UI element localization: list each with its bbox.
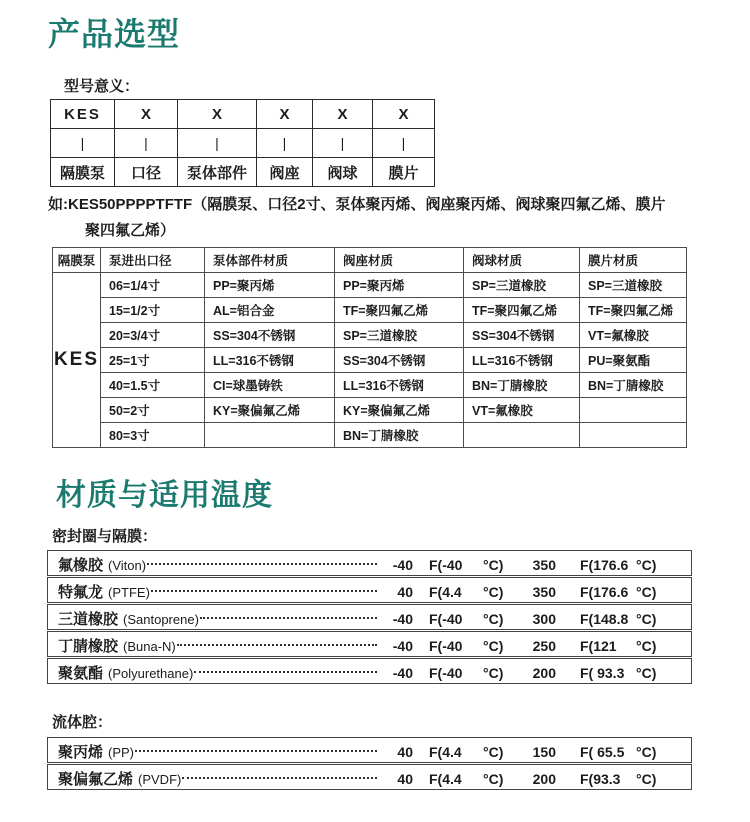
temp-row-polyurethane [47,658,692,684]
dotted-leader [200,617,377,619]
max-temp-f: 200 [532,771,556,787]
ball-material-cell: SP=三道橡胶 [464,273,580,298]
material-name-en: (Buna-N) [123,639,176,654]
model-meaning-cell: 膜片 [373,158,435,187]
selection-header-cell: 隔膜泵 [53,248,101,273]
max-temp-f: 300 [532,611,556,627]
max-temp-f: 150 [532,744,556,760]
port-size-cell: 15=1/2寸 [101,298,205,323]
body-material-cell: CI=球墨铸铁 [205,373,335,398]
model-code-cell: KES [51,100,115,129]
degree-unit: °C) [483,771,504,787]
degree-unit: °C) [636,611,657,627]
fluid-chamber-label: 流体腔： [52,714,113,731]
diaphragm-material-cell: TF=聚四氟乙烯 [580,298,687,323]
temp-row-pvdf [47,764,692,790]
diaphragm-material-cell: SP=三道橡胶 [580,273,687,298]
material-name-en: (PVDF) [138,772,182,787]
dotted-leader [177,644,377,646]
model-meaning-cell: 隔膜泵 [51,158,115,187]
connector-bar: | [115,129,178,158]
dotted-leader [147,563,377,565]
ball-material-cell [464,423,580,448]
temp-row-buna-n [47,631,692,657]
min-temp-c: F(-40 [429,665,463,681]
seal-temp-table [47,550,750,684]
body-material-cell [205,423,335,448]
model-example-text: 如:KES50PPPPTFTF（隔膜泵、口径2寸、泵体聚丙烯、阀座聚丙烯、阀球聚四氟乙烯、膜片聚四氟乙烯） [48,196,666,239]
selection-row [53,348,687,373]
port-size-cell: 50=2寸 [101,398,205,423]
connector-bar: | [313,129,373,158]
max-temp-c: F(121 [580,638,617,654]
model-code-cell: X [178,100,257,129]
min-temp-c: F(-40 [429,557,463,573]
selection-row [53,423,687,448]
model-meaning-cell: 阀座 [257,158,313,187]
diaphragm-material-cell [580,423,687,448]
selection-row [53,298,687,323]
connector-bar: | [178,129,257,158]
ball-material-cell: VT=氟橡胶 [464,398,580,423]
diaphragm-material-cell: BN=丁腈橡胶 [580,373,687,398]
model-code-row-connectors [51,129,435,158]
min-temp-c: F(4.4 [429,744,462,760]
dotted-leader [151,590,377,592]
ball-material-cell: TF=聚四氟乙烯 [464,298,580,323]
min-temp-f: -40 [392,611,413,627]
max-temp-c: F( 65.5 [580,744,625,760]
connector-bar: | [51,129,115,158]
model-meaning-label: 型号意义： [64,78,140,95]
page-title-product-selection: 产品选型 [48,16,181,52]
port-size-cell: 25=1寸 [101,348,205,373]
body-material-cell: LL=316不锈钢 [205,348,335,373]
model-meaning-cell: 口径 [115,158,178,187]
min-temp-c: F(-40 [429,638,463,654]
body-material-cell: PP=聚丙烯 [205,273,335,298]
selection-header-cell: 阀座材质 [335,248,464,273]
material-name-cn: 三道橡胶 [58,611,119,628]
model-code-cell: X [115,100,178,129]
model-code-table [50,99,435,187]
diaphragm-material-cell [580,398,687,423]
temp-row-ptfe [47,577,692,603]
selection-row [53,373,687,398]
material-name-en: (PTFE) [108,585,150,600]
dotted-leader [194,671,377,673]
seat-material-cell: SP=三道橡胶 [335,323,464,348]
selection-header-cell: 泵进出口径 [101,248,205,273]
max-temp-f: 250 [532,638,556,654]
max-temp-f: 350 [532,584,556,600]
body-material-cell: KY=聚偏氟乙烯 [205,398,335,423]
max-temp-c: F(93.3 [580,771,621,787]
degree-unit: °C) [483,665,504,681]
page-title-materials-temperature: 材质与适用温度 [56,479,273,512]
port-size-cell: 80=3寸 [101,423,205,448]
degree-unit: °C) [483,638,504,654]
selection-header-row [53,248,687,273]
body-material-cell: AL=铝合金 [205,298,335,323]
degree-unit: °C) [483,584,504,600]
min-temp-f: -40 [392,557,413,573]
temp-row-viton [47,550,692,576]
selection-row [53,273,687,298]
ball-material-cell: LL=316不锈钢 [464,348,580,373]
degree-unit: °C) [636,665,657,681]
min-temp-c: F(-40 [429,611,463,627]
degree-unit: °C) [483,744,504,760]
fluid-temp-table [47,737,750,790]
max-temp-f: 350 [532,557,556,573]
model-code-cell: X [257,100,313,129]
dotted-leader [135,750,377,752]
selection-header-cell: 泵体部件材质 [205,248,335,273]
material-name-en: (Santoprene) [123,612,199,627]
min-temp-f: -40 [392,638,413,654]
seat-material-cell: SS=304不锈钢 [335,348,464,373]
catalog-page [0,16,750,822]
min-temp-f: 40 [397,744,413,760]
ball-material-cell: SS=304不锈钢 [464,323,580,348]
seat-material-cell: BN=丁腈橡胶 [335,423,464,448]
min-temp-f: 40 [397,584,413,600]
port-size-cell: 40=1.5寸 [101,373,205,398]
model-code-row-codes [51,100,435,129]
body-material-cell: SS=304不锈钢 [205,323,335,348]
min-temp-c: F(4.4 [429,771,462,787]
temp-row-pp [47,737,692,763]
material-name-cn: 聚偏氟乙烯 [58,771,134,788]
degree-unit: °C) [636,744,657,760]
model-code-cell: X [373,100,435,129]
model-meaning-cell: 阀球 [313,158,373,187]
material-selection-table [52,247,687,448]
seal-diaphragm-label: 密封圈与隔膜： [52,528,158,545]
connector-bar: | [257,129,313,158]
seat-material-cell: KY=聚偏氟乙烯 [335,398,464,423]
degree-unit: °C) [483,557,504,573]
temp-row-santoprene [47,604,692,630]
material-name-cn: 聚氨酯 [58,665,104,682]
seat-material-cell: PP=聚丙烯 [335,273,464,298]
degree-unit: °C) [636,771,657,787]
seat-material-cell: TF=聚四氟乙烯 [335,298,464,323]
ball-material-cell: BN=丁腈橡胶 [464,373,580,398]
min-temp-f: -40 [392,665,413,681]
model-code-cell: X [313,100,373,129]
selection-row [53,398,687,423]
max-temp-c: F( 93.3 [580,665,625,681]
max-temp-c: F(176.6 [580,557,629,573]
material-name-cn: 氟橡胶 [58,557,104,574]
material-name-en: (PP) [108,745,135,760]
diaphragm-material-cell: VT=氟橡胶 [580,323,687,348]
material-name-en: (Viton) [108,558,147,573]
material-name-cn: 丁腈橡胶 [58,638,119,655]
degree-unit: °C) [636,638,657,654]
material-name-en: (Polyurethane) [108,666,194,681]
kes-series-cell: KES [53,273,101,448]
diaphragm-material-cell: PU=聚氨酯 [580,348,687,373]
material-name-cn: 聚丙烯 [58,744,104,761]
seat-material-cell: LL=316不锈钢 [335,373,464,398]
model-code-row-meanings [51,158,435,187]
degree-unit: °C) [636,584,657,600]
selection-header-cell: 膜片材质 [580,248,687,273]
degree-unit: °C) [483,611,504,627]
min-temp-f: 40 [397,771,413,787]
connector-bar: | [373,129,435,158]
degree-unit: °C) [636,557,657,573]
max-temp-c: F(176.6 [580,584,629,600]
model-meaning-cell: 泵体部件 [178,158,257,187]
port-size-cell: 06=1/4寸 [101,273,205,298]
max-temp-c: F(148.8 [580,611,629,627]
min-temp-c: F(4.4 [429,584,462,600]
max-temp-f: 200 [532,665,556,681]
port-size-cell: 20=3/4寸 [101,323,205,348]
selection-header-cell: 阀球材质 [464,248,580,273]
dotted-leader [182,777,377,779]
selection-row [53,323,687,348]
material-name-cn: 特氟龙 [58,584,104,601]
